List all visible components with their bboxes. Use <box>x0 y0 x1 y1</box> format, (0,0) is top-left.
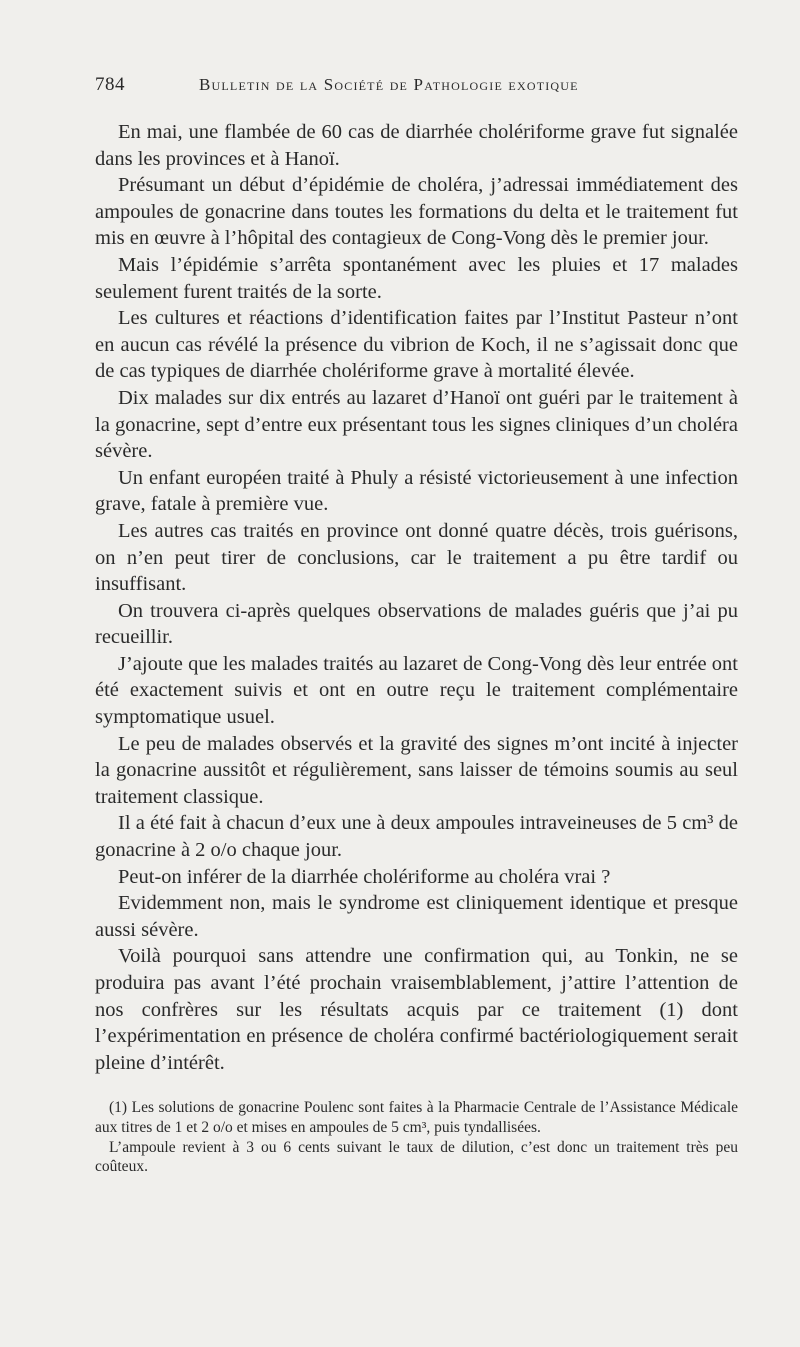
page-header <box>95 74 736 102</box>
paragraph: Mais l’épidémie s’arrêta spontanément avec les pluies et 17 malades seulement furent traités de la sorte. <box>95 253 738 303</box>
footnote: (1) Les solutions de gonacrine Poulenc sont faites à la Pharmacie Centrale de l’Assistance Médicale aux titres de 1 et 2 o/o et mises en ampoules de 5 cm³, puis tyndallisées. <box>95 1099 738 1136</box>
paragraph: Dix malades sur dix entrés au lazaret d’Hanoï ont guéri par le traitement à la gonacrine, sept d’entre eux présentant tous les signes cliniques d’un choléra sévère. <box>95 386 738 463</box>
paragraph: Evidemment non, mais le syndrome est cliniquement identique et presque aussi sévère. <box>95 892 738 941</box>
running-title: Bulletin de la Société de Pathologie exotique <box>199 75 579 94</box>
footnote: L’ampoule revient à 3 ou 6 cents suivant le taux de dilution, c’est donc un traitement très peu coûteux. <box>95 1138 738 1176</box>
page-number: 784 <box>95 74 125 95</box>
paragraph: Les cultures et réactions d’identification faites par l’Institut Pasteur n’ont en aucun cas révélé la présence du vibrion de Koch, il ne s’agissait donc que de cas typiques de diarrhée cholériforme grave à mortalité élevée. <box>95 307 738 383</box>
paragraph: Voilà pourquoi sans attendre une confirmation qui, au Tonkin, ne se produira pas avant l’été prochain vraisemblablement, j’attire l’attention de nos confrères sur les résultats acquis par ce traitement (1) dont l’expérimentation en présence de choléra confirmé bactériologiquement serait pleine d’intérêt. <box>95 945 738 1074</box>
paragraph: Présumant un début d’épidémie de choléra, j’adressai immédiatement des ampoules de gonacrine dans toutes les formations du delta et le traitement fut mis en œuvre à l’hôpital des contagieux de Cong-Vong dès le premier jour. <box>95 174 738 250</box>
paragraph: Il a été fait à chacun d’eux une à deux ampoules intraveineuses de 5 cm³ de gonacrine à 2 o/o chaque jour. <box>95 812 738 862</box>
footnotes <box>95 1098 738 1177</box>
paragraph: Un enfant européen traité à Phuly a résisté victorieusement à une infection grave, fatale à première vue. <box>95 466 738 516</box>
paragraph: J’ajoute que les malades traités au lazaret de Cong-Vong dès leur entrée ont été exactement suivis et ont en outre reçu le traitement complémentaire symptomatique usuel. <box>95 652 738 729</box>
paragraph: En mai, une flambée de 60 cas de diarrhée cholériforme grave fut signalée dans les provinces et à Hanoï. <box>95 121 738 170</box>
paragraph: Peut-on inférer de la diarrhée cholériforme au choléra vrai ? <box>118 865 611 888</box>
paragraph: Le peu de malades observés et la gravité des signes m’ont incité à injecter la gonacrine aussitôt et régulièrement, sans laisser de témoins soumis au seul traitement classique. <box>95 732 738 808</box>
paragraph: Les autres cas traités en province ont donné quatre décès, trois guérisons, on n’en peut tirer de conclusions, car le traitement a pu être tardif ou insuffisant. <box>95 519 738 596</box>
paragraph: On trouvera ci-après quelques observations de malades guéris que j’ai pu recueillir. <box>95 599 738 649</box>
body-text <box>95 119 738 1076</box>
